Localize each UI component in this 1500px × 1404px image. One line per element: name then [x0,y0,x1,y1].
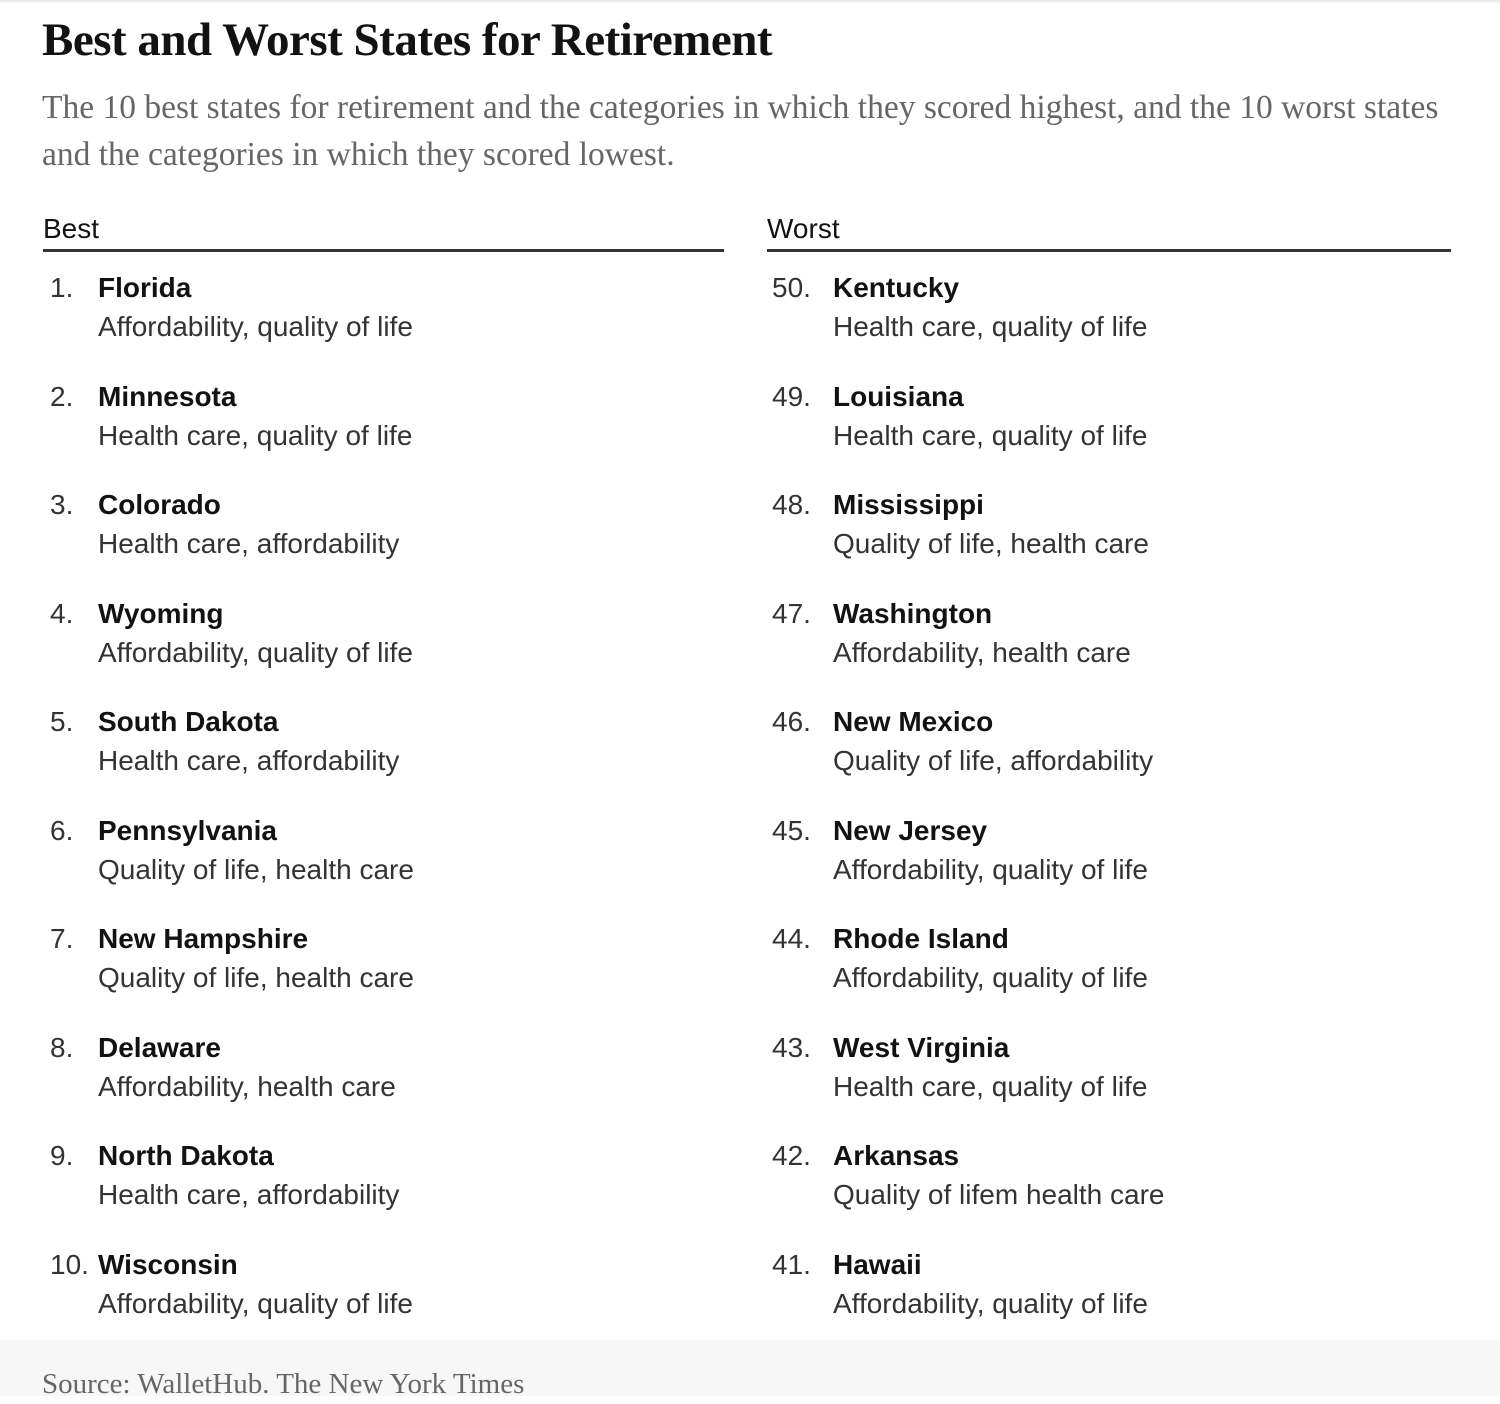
best-state-entry [50,917,730,1026]
best-state-entry [50,700,730,809]
rank-number: 8. [50,1031,74,1063]
best-state-entry [50,1026,730,1135]
best-state-entry [50,1243,730,1352]
rank-number: 47. [772,597,811,629]
worst-state-entry [772,266,1452,375]
state-name: Rhode Island [833,923,1009,954]
state-name: Mississippi [833,489,984,520]
state-name: New Jersey [833,814,988,846]
top-edge-shadow [0,0,1500,4]
rank-number: 42. [772,1140,811,1171]
state-categories: Health care, quality of life [98,419,413,451]
state-categories: Health care, quality of life [833,1070,1148,1102]
state-name: Pennsylvania [98,814,277,846]
worst-state-entry [772,917,1452,1026]
state-categories: Quality of lifem health care [833,1179,1165,1210]
state-name: Washington [833,597,993,629]
worst-state-entry [772,700,1452,809]
state-categories: Affordability, quality of life [98,1287,413,1319]
state-name: Wisconsin [98,1248,238,1280]
page-subtitle: The 10 best states for retirement and the categories in which they scored highest, and the 10 worst states and the categories in which they scored lowest. [42,89,1439,173]
state-name: Wyoming [98,597,224,629]
state-categories: Quality of life, affordability [833,745,1154,776]
best-state-entry [50,1134,730,1243]
state-name: New Hampshire [98,923,309,954]
state-name: Colorado [98,489,221,520]
source-credit: Source: WalletHub. The New York Times [42,1368,525,1400]
rank-number: 43. [772,1031,811,1063]
rank-number: 44. [772,923,811,954]
rank-number: 41. [772,1248,811,1280]
worst-state-entry [772,375,1452,484]
worst-column-heading: Worst [767,209,1451,252]
rank-number: 1. [50,272,74,303]
state-categories: Quality of life, health care [833,528,1149,559]
rank-number: 10. [50,1248,89,1280]
rank-number: 46. [772,706,811,737]
state-categories: Health care, affordability [98,745,400,776]
state-categories: Health care, affordability [98,1179,400,1210]
state-categories: Affordability, quality of life [98,311,413,342]
state-categories: Health care, quality of life [833,311,1148,342]
state-categories: Health care, affordability [98,528,400,559]
state-name: Arkansas [833,1140,960,1171]
rank-number: 4. [50,597,74,629]
rank-number: 45. [772,814,811,846]
state-categories: Affordability, health care [98,1070,396,1102]
worst-state-entry [772,1134,1452,1243]
state-name: Florida [98,272,192,303]
worst-states-list [772,266,1452,1351]
rank-number: 2. [50,380,74,412]
rank-number: 50. [772,272,811,303]
state-name: Delaware [98,1031,221,1063]
state-categories: Quality of life, health care [98,853,414,885]
state-name: Kentucky [833,272,960,303]
rank-number: 5. [50,706,74,737]
rank-number: 6. [50,814,74,846]
rank-number: 3. [50,489,74,520]
worst-state-entry [772,1026,1452,1135]
state-categories: Affordability, quality of life [833,853,1148,885]
worst-state-entry [772,483,1452,592]
best-state-entry [50,809,730,918]
worst-state-entry [772,592,1452,701]
best-column-heading: Best [43,209,724,252]
state-categories: Health care, quality of life [833,419,1148,451]
best-state-entry [50,375,730,484]
rank-number: 48. [772,489,811,520]
best-states-list [50,266,730,1351]
state-categories: Affordability, quality of life [98,636,413,668]
best-state-entry [50,483,730,592]
state-name: Louisiana [833,380,964,412]
state-categories: Quality of life, health care [98,962,414,993]
state-categories: Affordability, health care [833,636,1131,668]
best-state-entry [50,592,730,701]
state-name: West Virginia [833,1031,1010,1063]
rank-number: 49. [772,380,811,412]
worst-state-entry [772,1243,1452,1352]
state-name: South Dakota [98,706,279,737]
state-name: New Mexico [833,706,994,737]
page-title: Best and Worst States for Retirement [42,14,772,66]
rank-number: 9. [50,1140,74,1171]
state-name: North Dakota [98,1140,274,1171]
state-categories: Affordability, quality of life [833,962,1148,993]
state-categories: Affordability, quality of life [833,1287,1148,1319]
state-name: Hawaii [833,1248,922,1280]
worst-state-entry [772,809,1452,918]
state-name: Minnesota [98,380,237,412]
best-state-entry [50,266,730,375]
rank-number: 7. [50,923,74,954]
